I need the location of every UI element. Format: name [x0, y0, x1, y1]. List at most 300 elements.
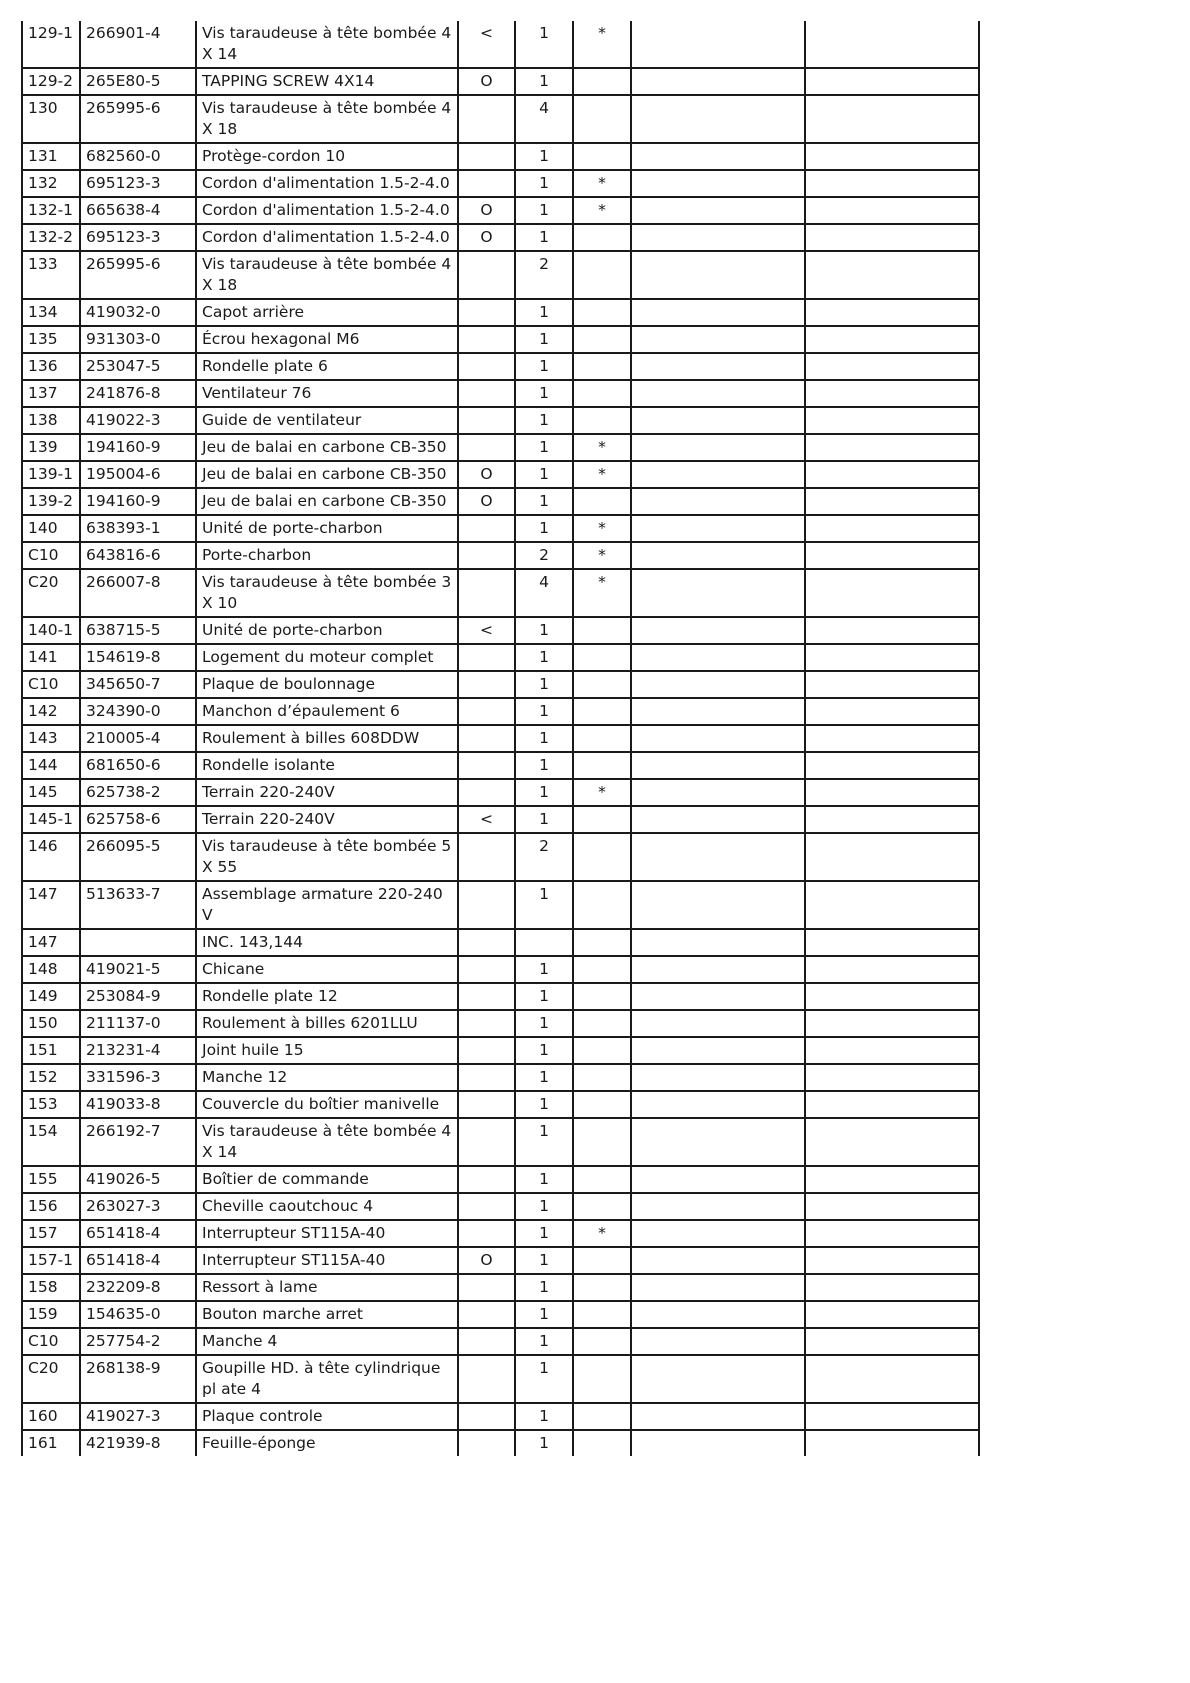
quantity-cell: 1 — [515, 779, 573, 806]
blank-column-cell — [631, 1091, 805, 1118]
quantity-cell: 1 — [515, 326, 573, 353]
table-row — [22, 1247, 979, 1274]
item-number-cell: 151 — [22, 1037, 80, 1064]
blank-column-cell — [805, 488, 979, 515]
quantity-cell: 1 — [515, 407, 573, 434]
note-mark-cell — [458, 542, 515, 569]
part-number-cell: 419032-0 — [80, 299, 196, 326]
blank-column-cell — [631, 143, 805, 170]
table-row — [22, 698, 979, 725]
blank-column-cell — [805, 1355, 979, 1403]
blank-column-cell — [805, 833, 979, 881]
description-cell: Plaque controle — [196, 1403, 458, 1430]
part-number-cell: 263027-3 — [80, 1193, 196, 1220]
item-number-cell: 157-1 — [22, 1247, 80, 1274]
item-number-cell: 148 — [22, 956, 80, 983]
quantity-cell: 1 — [515, 671, 573, 698]
blank-column-cell — [631, 698, 805, 725]
note-mark-cell — [458, 1274, 515, 1301]
blank-column-cell — [631, 95, 805, 143]
note-mark-cell — [458, 251, 515, 299]
quantity-cell: 1 — [515, 806, 573, 833]
table-row — [22, 1328, 979, 1355]
blank-column-cell — [631, 983, 805, 1010]
table-row — [22, 95, 979, 143]
description-cell: Écrou hexagonal M6 — [196, 326, 458, 353]
part-number-cell: 253047-5 — [80, 353, 196, 380]
note-mark-cell — [458, 407, 515, 434]
flag-mark-cell — [573, 752, 631, 779]
blank-column-cell — [805, 251, 979, 299]
note-mark-cell — [458, 170, 515, 197]
blank-column-cell — [631, 1301, 805, 1328]
quantity-cell: 1 — [515, 881, 573, 929]
item-number-cell: 141 — [22, 644, 80, 671]
blank-column-cell — [631, 380, 805, 407]
part-number-cell: 681650-6 — [80, 752, 196, 779]
flag-mark-cell — [573, 1355, 631, 1403]
description-cell: Bouton marche arret — [196, 1301, 458, 1328]
item-number-cell: 143 — [22, 725, 80, 752]
item-number-cell: 144 — [22, 752, 80, 779]
blank-column-cell — [805, 434, 979, 461]
flag-mark-cell: * — [573, 515, 631, 542]
item-number-cell: 140-1 — [22, 617, 80, 644]
table-row — [22, 929, 979, 956]
flag-mark-cell: * — [573, 542, 631, 569]
part-number-cell: 695123-3 — [80, 170, 196, 197]
note-mark-cell — [458, 1328, 515, 1355]
table-row — [22, 542, 979, 569]
flag-mark-cell — [573, 143, 631, 170]
note-mark-cell — [458, 698, 515, 725]
description-cell: Guide de ventilateur — [196, 407, 458, 434]
item-number-cell: C10 — [22, 671, 80, 698]
table-row — [22, 143, 979, 170]
blank-column-cell — [631, 299, 805, 326]
flag-mark-cell — [573, 644, 631, 671]
flag-mark-cell — [573, 1166, 631, 1193]
note-mark-cell — [458, 1355, 515, 1403]
table-row — [22, 21, 979, 68]
part-number-cell: 682560-0 — [80, 143, 196, 170]
flag-mark-cell — [573, 881, 631, 929]
description-cell: Joint huile 15 — [196, 1037, 458, 1064]
blank-column-cell — [631, 1328, 805, 1355]
table-row — [22, 779, 979, 806]
note-mark-cell — [458, 143, 515, 170]
table-row — [22, 353, 979, 380]
blank-column-cell — [805, 1403, 979, 1430]
table-row — [22, 488, 979, 515]
description-cell: Cordon d'alimentation 1.5-2-4.0 — [196, 170, 458, 197]
quantity-cell: 1 — [515, 299, 573, 326]
part-number-cell: 643816-6 — [80, 542, 196, 569]
quantity-cell: 2 — [515, 542, 573, 569]
blank-column-cell — [631, 881, 805, 929]
description-cell: Roulement à billes 608DDW — [196, 725, 458, 752]
blank-column-cell — [805, 224, 979, 251]
note-mark-cell: < — [458, 806, 515, 833]
table-row — [22, 461, 979, 488]
blank-column-cell — [805, 407, 979, 434]
description-cell: Cordon d'alimentation 1.5-2-4.0 — [196, 197, 458, 224]
item-number-cell: 155 — [22, 1166, 80, 1193]
part-number-cell: 268138-9 — [80, 1355, 196, 1403]
note-mark-cell — [458, 833, 515, 881]
item-number-cell: 138 — [22, 407, 80, 434]
item-number-cell: 145-1 — [22, 806, 80, 833]
item-number-cell: 152 — [22, 1064, 80, 1091]
quantity-cell: 1 — [515, 617, 573, 644]
blank-column-cell — [631, 833, 805, 881]
blank-column-cell — [631, 1274, 805, 1301]
table-row — [22, 752, 979, 779]
part-number-cell: 638715-5 — [80, 617, 196, 644]
part-number-cell: 931303-0 — [80, 326, 196, 353]
item-number-cell: 129-1 — [22, 21, 80, 68]
item-number-cell: 146 — [22, 833, 80, 881]
part-number-cell: 265E80-5 — [80, 68, 196, 95]
table-row — [22, 326, 979, 353]
blank-column-cell — [805, 779, 979, 806]
part-number-cell: 195004-6 — [80, 461, 196, 488]
quantity-cell: 1 — [515, 1301, 573, 1328]
table-row — [22, 983, 979, 1010]
blank-column-cell — [805, 644, 979, 671]
description-cell: Ressort à lame — [196, 1274, 458, 1301]
flag-mark-cell — [573, 1301, 631, 1328]
description-cell: Boîtier de commande — [196, 1166, 458, 1193]
flag-mark-cell — [573, 929, 631, 956]
quantity-cell: 1 — [515, 1403, 573, 1430]
quantity-cell: 1 — [515, 752, 573, 779]
note-mark-cell — [458, 1430, 515, 1456]
item-number-cell: 149 — [22, 983, 80, 1010]
part-number-cell: 638393-1 — [80, 515, 196, 542]
table-row — [22, 1091, 979, 1118]
blank-column-cell — [631, 956, 805, 983]
quantity-cell: 1 — [515, 224, 573, 251]
quantity-cell: 2 — [515, 251, 573, 299]
blank-column-cell — [631, 407, 805, 434]
item-number-cell: 129-2 — [22, 68, 80, 95]
blank-column-cell — [631, 1355, 805, 1403]
note-mark-cell — [458, 353, 515, 380]
description-cell: Feuille-éponge — [196, 1430, 458, 1456]
quantity-cell: 1 — [515, 1430, 573, 1456]
part-number-cell: 421939-8 — [80, 1430, 196, 1456]
table-row — [22, 644, 979, 671]
part-number-cell: 419021-5 — [80, 956, 196, 983]
item-number-cell: C10 — [22, 542, 80, 569]
parts-table-body — [22, 21, 979, 1456]
note-mark-cell: O — [458, 224, 515, 251]
description-cell: Jeu de balai en carbone CB-350 — [196, 461, 458, 488]
description-cell: Protège-cordon 10 — [196, 143, 458, 170]
quantity-cell: 1 — [515, 1193, 573, 1220]
quantity-cell: 1 — [515, 515, 573, 542]
blank-column-cell — [631, 326, 805, 353]
item-number-cell: 137 — [22, 380, 80, 407]
part-number-cell: 154635-0 — [80, 1301, 196, 1328]
flag-mark-cell: * — [573, 21, 631, 68]
table-row — [22, 299, 979, 326]
item-number-cell: 159 — [22, 1301, 80, 1328]
description-cell: Interrupteur ST115A-40 — [196, 1247, 458, 1274]
blank-column-cell — [805, 143, 979, 170]
description-cell: Vis taraudeuse à tête bombée 4X 14 — [196, 1118, 458, 1166]
item-number-cell: C20 — [22, 1355, 80, 1403]
blank-column-cell — [805, 698, 979, 725]
item-number-cell: 142 — [22, 698, 80, 725]
note-mark-cell — [458, 983, 515, 1010]
flag-mark-cell — [573, 1037, 631, 1064]
note-mark-cell — [458, 515, 515, 542]
blank-column-cell — [805, 1193, 979, 1220]
part-number-cell: 257754-2 — [80, 1328, 196, 1355]
blank-column-cell — [805, 1274, 979, 1301]
flag-mark-cell: * — [573, 461, 631, 488]
blank-column-cell — [805, 1301, 979, 1328]
description-cell: Rondelle plate 6 — [196, 353, 458, 380]
part-number-cell: 213231-4 — [80, 1037, 196, 1064]
flag-mark-cell — [573, 68, 631, 95]
flag-mark-cell — [573, 1193, 631, 1220]
description-cell: Cordon d'alimentation 1.5-2-4.0 — [196, 224, 458, 251]
description-cell: Jeu de balai en carbone CB-350 — [196, 434, 458, 461]
flag-mark-cell — [573, 1064, 631, 1091]
blank-column-cell — [631, 1166, 805, 1193]
flag-mark-cell — [573, 1091, 631, 1118]
quantity-cell: 1 — [515, 170, 573, 197]
part-number-cell: 665638-4 — [80, 197, 196, 224]
blank-column-cell — [805, 569, 979, 617]
description-cell: Ventilateur 76 — [196, 380, 458, 407]
blank-column-cell — [805, 752, 979, 779]
flag-mark-cell — [573, 1274, 631, 1301]
description-cell: Terrain 220-240V — [196, 806, 458, 833]
flag-mark-cell — [573, 488, 631, 515]
note-mark-cell — [458, 671, 515, 698]
blank-column-cell — [631, 1247, 805, 1274]
note-mark-cell — [458, 881, 515, 929]
table-row — [22, 251, 979, 299]
blank-column-cell — [631, 224, 805, 251]
flag-mark-cell — [573, 956, 631, 983]
note-mark-cell — [458, 1193, 515, 1220]
flag-mark-cell — [573, 95, 631, 143]
blank-column-cell — [805, 1037, 979, 1064]
note-mark-cell — [458, 1166, 515, 1193]
note-mark-cell: O — [458, 197, 515, 224]
table-row — [22, 224, 979, 251]
description-cell: Assemblage armature 220-240V — [196, 881, 458, 929]
description-cell: Vis taraudeuse à tête bombée 3X 10 — [196, 569, 458, 617]
quantity-cell: 1 — [515, 68, 573, 95]
description-cell: Cheville caoutchouc 4 — [196, 1193, 458, 1220]
blank-column-cell — [631, 752, 805, 779]
table-row — [22, 833, 979, 881]
part-number-cell: 695123-3 — [80, 224, 196, 251]
item-number-cell: C20 — [22, 569, 80, 617]
item-number-cell: 139-2 — [22, 488, 80, 515]
flag-mark-cell — [573, 833, 631, 881]
note-mark-cell — [458, 380, 515, 407]
note-mark-cell — [458, 929, 515, 956]
blank-column-cell — [631, 1118, 805, 1166]
table-row — [22, 170, 979, 197]
blank-column-cell — [805, 197, 979, 224]
table-row — [22, 515, 979, 542]
quantity-cell: 4 — [515, 569, 573, 617]
description-cell: Manche 4 — [196, 1328, 458, 1355]
blank-column-cell — [805, 725, 979, 752]
table-row — [22, 407, 979, 434]
table-row — [22, 1064, 979, 1091]
description-cell: INC. 143,144 — [196, 929, 458, 956]
quantity-cell: 1 — [515, 1220, 573, 1247]
blank-column-cell — [805, 806, 979, 833]
blank-column-cell — [631, 1193, 805, 1220]
quantity-cell: 1 — [515, 434, 573, 461]
blank-column-cell — [805, 299, 979, 326]
blank-column-cell — [631, 806, 805, 833]
part-number-cell: 266095-5 — [80, 833, 196, 881]
blank-column-cell — [631, 1064, 805, 1091]
flag-mark-cell — [573, 617, 631, 644]
flag-mark-cell — [573, 983, 631, 1010]
flag-mark-cell: * — [573, 434, 631, 461]
flag-mark-cell: * — [573, 170, 631, 197]
note-mark-cell: O — [458, 461, 515, 488]
note-mark-cell — [458, 326, 515, 353]
quantity-cell: 1 — [515, 956, 573, 983]
quantity-cell: 1 — [515, 21, 573, 68]
table-row — [22, 569, 979, 617]
item-number-cell: 130 — [22, 95, 80, 143]
quantity-cell: 1 — [515, 1328, 573, 1355]
note-mark-cell: < — [458, 21, 515, 68]
blank-column-cell — [631, 461, 805, 488]
table-row — [22, 1166, 979, 1193]
note-mark-cell — [458, 1220, 515, 1247]
flag-mark-cell: * — [573, 1220, 631, 1247]
note-mark-cell — [458, 434, 515, 461]
note-mark-cell — [458, 644, 515, 671]
flag-mark-cell — [573, 251, 631, 299]
item-number-cell: 157 — [22, 1220, 80, 1247]
quantity-cell: 4 — [515, 95, 573, 143]
blank-column-cell — [631, 644, 805, 671]
table-row — [22, 68, 979, 95]
blank-column-cell — [805, 326, 979, 353]
note-mark-cell — [458, 569, 515, 617]
item-number-cell: 139 — [22, 434, 80, 461]
blank-column-cell — [805, 461, 979, 488]
note-mark-cell — [458, 299, 515, 326]
part-number-cell: 419026-5 — [80, 1166, 196, 1193]
description-cell: Couvercle du boîtier manivelle — [196, 1091, 458, 1118]
description-cell: Manche 12 — [196, 1064, 458, 1091]
part-number-cell: 651418-4 — [80, 1247, 196, 1274]
description-cell: Rondelle plate 12 — [196, 983, 458, 1010]
flag-mark-cell — [573, 1010, 631, 1037]
flag-mark-cell: * — [573, 779, 631, 806]
item-number-cell: C10 — [22, 1328, 80, 1355]
note-mark-cell — [458, 95, 515, 143]
quantity-cell: 1 — [515, 644, 573, 671]
quantity-cell: 2 — [515, 833, 573, 881]
blank-column-cell — [805, 21, 979, 68]
table-row — [22, 197, 979, 224]
description-cell: Goupille HD. à tête cylindrique pl ate 4 — [196, 1355, 458, 1403]
blank-column-cell — [805, 1328, 979, 1355]
part-number-cell: 265995-6 — [80, 95, 196, 143]
description-cell: Vis taraudeuse à tête bombée 4X 14 — [196, 21, 458, 68]
quantity-cell: 1 — [515, 1355, 573, 1403]
description-cell: Interrupteur ST115A-40 — [196, 1220, 458, 1247]
blank-column-cell — [631, 569, 805, 617]
flag-mark-cell — [573, 299, 631, 326]
description-cell: TAPPING SCREW 4X14 — [196, 68, 458, 95]
part-number-cell: 419033-8 — [80, 1091, 196, 1118]
blank-column-cell — [631, 929, 805, 956]
flag-mark-cell — [573, 353, 631, 380]
description-cell: Vis taraudeuse à tête bombée 4X 18 — [196, 95, 458, 143]
part-number-cell: 194160-9 — [80, 434, 196, 461]
table-row — [22, 1118, 979, 1166]
blank-column-cell — [805, 515, 979, 542]
blank-column-cell — [805, 671, 979, 698]
flag-mark-cell — [573, 224, 631, 251]
description-cell: Vis taraudeuse à tête bombée 5X 55 — [196, 833, 458, 881]
quantity-cell: 1 — [515, 725, 573, 752]
blank-column-cell — [805, 1247, 979, 1274]
item-number-cell: 140 — [22, 515, 80, 542]
blank-column-cell — [631, 21, 805, 68]
part-number-cell: 625758-6 — [80, 806, 196, 833]
blank-column-cell — [631, 488, 805, 515]
part-number-cell: 232209-8 — [80, 1274, 196, 1301]
flag-mark-cell: * — [573, 569, 631, 617]
table-row — [22, 1301, 979, 1328]
description-cell: Roulement à billes 6201LLU — [196, 1010, 458, 1037]
note-mark-cell: O — [458, 488, 515, 515]
item-number-cell: 136 — [22, 353, 80, 380]
quantity-cell: 1 — [515, 1010, 573, 1037]
item-number-cell: 135 — [22, 326, 80, 353]
blank-column-cell — [805, 1430, 979, 1456]
flag-mark-cell — [573, 1328, 631, 1355]
flag-mark-cell — [573, 1247, 631, 1274]
part-number-cell: 241876-8 — [80, 380, 196, 407]
part-number-cell: 651418-4 — [80, 1220, 196, 1247]
table-row — [22, 1010, 979, 1037]
note-mark-cell: O — [458, 68, 515, 95]
item-number-cell: 160 — [22, 1403, 80, 1430]
item-number-cell: 145 — [22, 779, 80, 806]
flag-mark-cell — [573, 1430, 631, 1456]
part-number-cell: 265995-6 — [80, 251, 196, 299]
part-number-cell: 625738-2 — [80, 779, 196, 806]
blank-column-cell — [631, 725, 805, 752]
description-cell: Plaque de boulonnage — [196, 671, 458, 698]
note-mark-cell — [458, 725, 515, 752]
table-row — [22, 1193, 979, 1220]
blank-column-cell — [805, 170, 979, 197]
item-number-cell: 147 — [22, 881, 80, 929]
